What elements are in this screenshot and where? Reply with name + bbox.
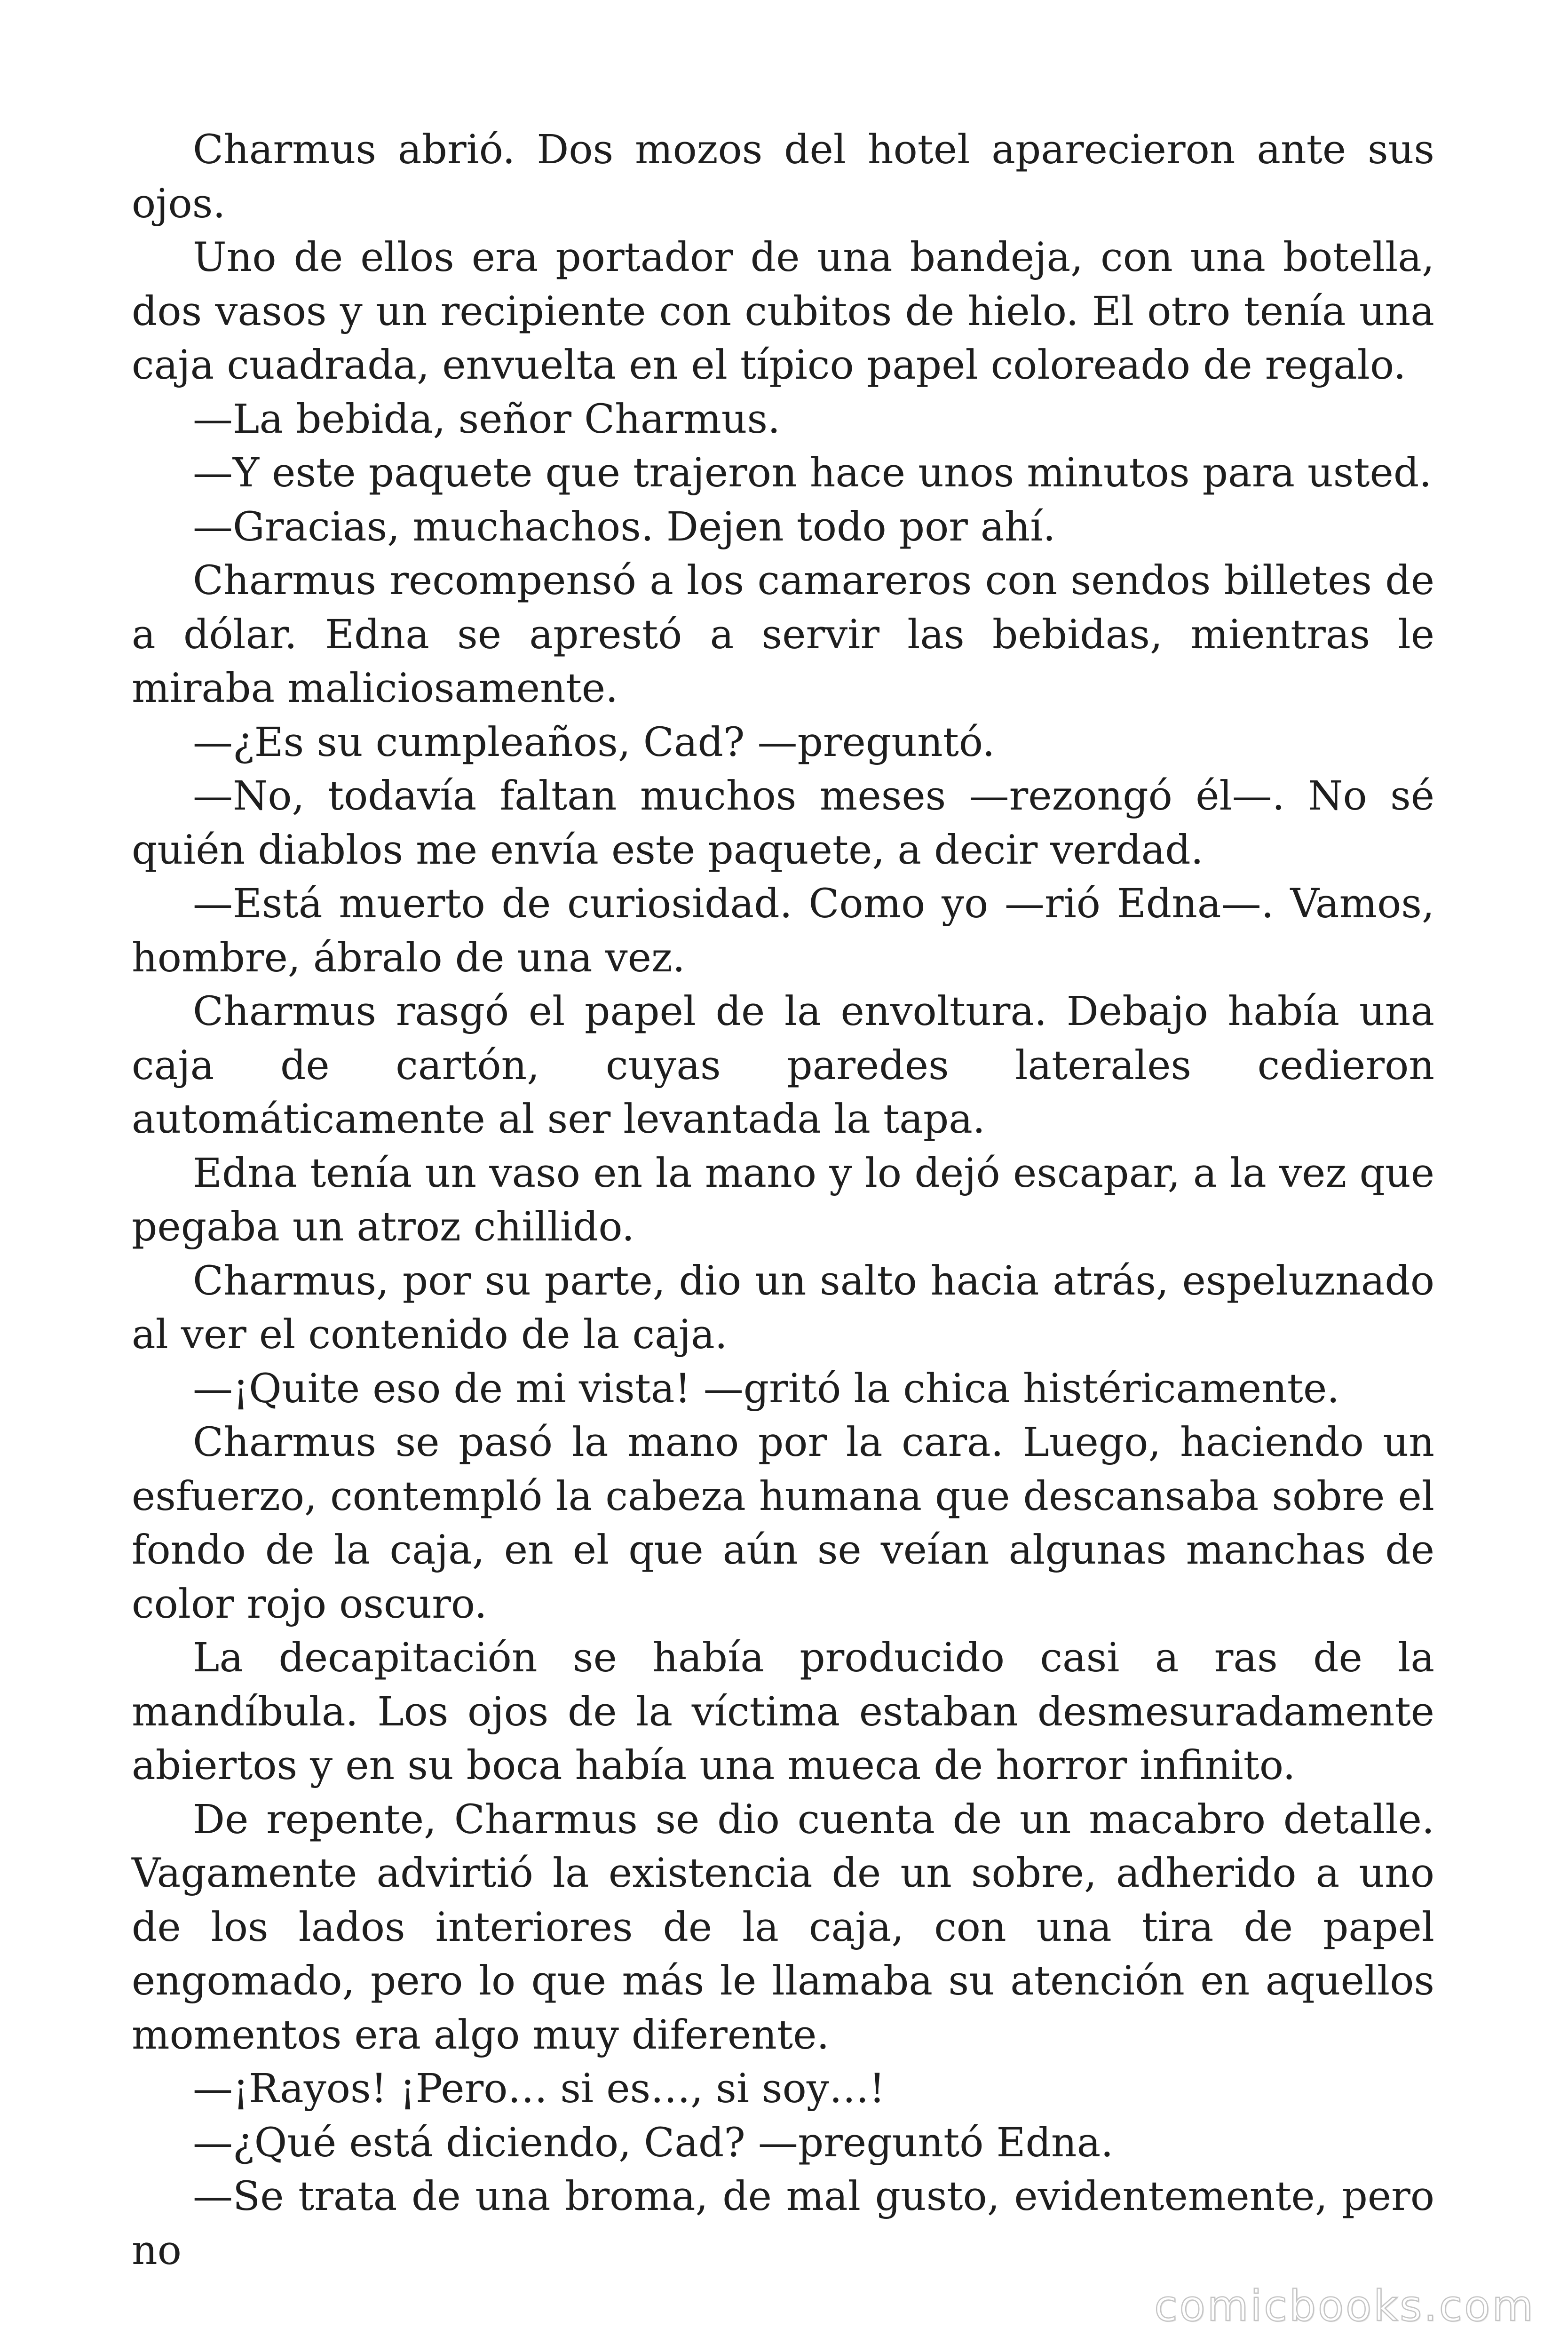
paragraph: De repente, Charmus se dio cuenta de un macabro detalle. Vagamente advirtió la existencia de un sobre, adherido a uno de los lados interiores de la caja, con una tira de papel engomado, pero lo que más le llamaba su atención en aquellos momentos era algo muy diferente. (132, 1796, 1434, 2058)
paragraph: Charmus se pasó la mano por la cara. Luego, haciendo un esfuerzo, contempló la cabeza humana que descansaba sobre el fondo de la caja, en el que aún se veían algunas manchas de color rojo oscuro. (132, 1419, 1434, 1628)
paragraph: Charmus abrió. Dos mozos del hotel aparecieron ante sus ojos. (132, 127, 1434, 227)
paragraph: —¡Quite eso de mi vista! —gritó la chica histéricamente. (193, 1365, 1340, 1412)
paragraph: Charmus, por su parte, dio un salto hacia atrás, espeluznado al ver el contenido de la caja. (132, 1257, 1434, 1358)
paragraph: Charmus rasgó el papel de la envoltura. Debajo había una caja de cartón, cuyas paredes laterales cedieron automáticamente al ser levantada la tapa. (132, 988, 1434, 1143)
paragraph: —La bebida, señor Charmus. (193, 396, 781, 443)
paragraph: —Está muerto de curiosidad. Como yo —rió Edna—. Vamos, hombre, ábralo de una vez. (132, 881, 1434, 981)
paragraph: —No, todavía faltan muchos meses —rezongó él—. No sé quién diablos me envía este paquete, a decir verdad. (132, 773, 1434, 874)
paragraph: —Y este paquete que trajeron hace unos minutos para usted. (193, 450, 1432, 496)
paragraph: —Se trata de una broma, de mal gusto, evidentemente, pero no (132, 2173, 1434, 2274)
paragraph: —¿Qué está diciendo, Cad? —preguntó Edna. (193, 2119, 1114, 2166)
paragraph: —Gracias, muchachos. Dejen todo por ahí. (193, 503, 1056, 550)
paragraph: Charmus recompensó a los camareros con sendos billetes de a dólar. Edna se aprestó a servir las bebidas, mientras le miraba maliciosamente. (132, 557, 1434, 712)
paragraph: —¿Es su cumpleaños, Cad? —preguntó. (193, 719, 995, 766)
paragraph: Uno de ellos era portador de una bandeja, con una botella, dos vasos y un recipiente con cubitos de hielo. El otro tenía una caja cuadrada, envuelta en el típico papel coloreado de regalo. (132, 234, 1434, 389)
paragraph: —¡Rayos! ¡Pero… si es…, si soy…! (193, 2066, 886, 2112)
paragraph: Edna tenía un vaso en la mano y lo dejó escapar, a la vez que pegaba un atroz chillido. (132, 1150, 1434, 1250)
watermark: comicbooks.com (1154, 2281, 1535, 2331)
book-page-body (132, 123, 1434, 2278)
paragraph: La decapitación se había producido casi a ras de la mandíbula. Los ojos de la víctima estaban desmesuradamente abiertos y en su boca había una mueca de horror infinito. (132, 1635, 1434, 1789)
